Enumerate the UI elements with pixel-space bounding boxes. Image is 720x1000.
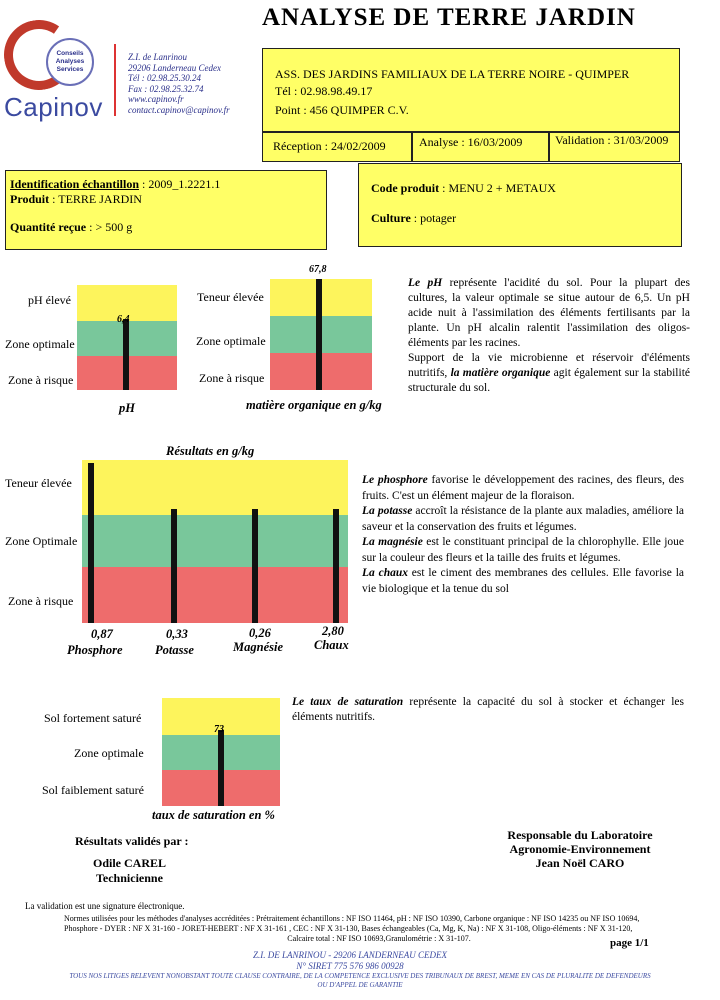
min-zone-high: Teneur élevée <box>5 476 72 490</box>
magnesie-value: 0,26 <box>249 626 271 640</box>
mo-term: la matière organique <box>450 367 551 379</box>
zone-band-optimal <box>82 515 348 567</box>
contact-line: Z.I. de Lanrinou <box>128 52 188 62</box>
saturation-text: représente la capacité du sol à stocker et échanger les éléments nutritifs. <box>292 696 685 723</box>
mo-zone-high: Teneur élevée <box>197 290 264 304</box>
quantity-label: Quantité reçue <box>10 220 87 234</box>
page-title: ANALYSE DE TERRE JARDIN <box>262 4 636 31</box>
logo-line: Services <box>56 66 84 73</box>
logo-line: Analyses <box>55 58 85 65</box>
sample-id-label: Identification échantillon <box>10 177 140 191</box>
signature-note: La validation est une signature électronique. <box>25 901 185 911</box>
lab-line: Responsable du Laboratoire <box>507 828 653 842</box>
product-label: Produit <box>10 192 50 206</box>
reception-date: Réception : 24/02/2009 <box>273 139 386 153</box>
sample-id-value: : 2009_1.2221.1 <box>139 177 221 191</box>
chaux-value: 2,80 <box>322 624 344 638</box>
potasse-term: La potasse <box>362 505 413 517</box>
saturation-bar <box>218 730 224 806</box>
footer-line: N° SIRET 775 576 986 00928 <box>296 961 404 971</box>
saturation-gauge <box>162 698 280 806</box>
sample-box <box>5 170 327 250</box>
phosphore-bar <box>88 463 94 623</box>
validation-date: Validation : 31/03/2009 <box>555 133 669 147</box>
norms-note <box>64 914 694 944</box>
ph-term: Le pH <box>408 277 443 289</box>
norms-line: Calcaire total : NF ISO 10693,Granulométrie : X 31-107. <box>287 934 471 943</box>
lab-line: Agronomie-Environnement <box>509 842 651 856</box>
legal-line: OU D'APPEL DE GARANTIE <box>317 981 403 989</box>
product-box <box>358 163 682 247</box>
magnesie-bar <box>252 509 258 623</box>
code-value: : MENU 2 + METAUX <box>439 181 556 195</box>
chaux-text: est le ciment des membranes des cellules. Elle favorise la vie biologique et la tenue du sol <box>362 567 684 595</box>
potasse-bar <box>171 509 177 623</box>
ph-caption: pH <box>119 401 135 415</box>
legal-line: TOUS NOS LITIGES RELEVENT NONOBSTANT TOUTE CLAUSE CONTRAIRE, DE LA COMPETENCE EXCLUSIVE DES TRIBUNAUX DE BREST, MEME EN CAS DE PLURALITE DE DEFENDEURS <box>69 972 651 980</box>
header-divider <box>114 44 116 116</box>
contact-line[interactable]: www.capinov.fr <box>128 94 184 104</box>
code-label: Code produit <box>371 181 440 195</box>
min-zone-risk: Zone à risque <box>8 594 74 608</box>
sat-zone-risk: Sol faiblement saturé <box>42 783 144 797</box>
ph-bar <box>123 319 129 390</box>
saturation-value: 73 <box>214 724 224 735</box>
ph-zone-optimal: Zone optimale <box>5 337 75 351</box>
ph-value: 6,4 <box>117 314 130 325</box>
organic-matter-value: 67,8 <box>309 264 327 275</box>
contact-line: Tél : 02.98.25.30.24 <box>128 73 201 83</box>
lab-line: Jean Noël CARO <box>535 856 625 870</box>
zone-band-risk <box>82 567 348 623</box>
logo-circle <box>46 38 94 86</box>
mo-text-b: agit également sur la stabilité structurale du sol. <box>408 367 690 394</box>
phosphore-term: Le phosphore <box>362 474 428 486</box>
organic-matter-gauge <box>270 279 372 390</box>
saturation-term: Le taux de saturation <box>292 696 404 708</box>
potasse-label: Potasse <box>155 643 194 657</box>
client-name: ASS. DES JARDINS FAMILIAUX DE LA TERRE NOIRE - QUIMPER <box>275 67 630 81</box>
analyse-date: Analyse : 16/03/2009 <box>419 135 523 149</box>
minerals-gauge <box>82 460 348 623</box>
chaux-bar <box>333 509 339 623</box>
logo-line: Conseils <box>56 50 84 57</box>
phosphore-value: 0,87 <box>91 627 113 641</box>
contact-line[interactable]: contact.capinov@capinov.fr <box>128 104 230 115</box>
validator-name: Odile CAREL <box>93 856 167 870</box>
potasse-value: 0,33 <box>166 627 188 641</box>
magnesie-text: est le constituant principal de la chlorophylle. Elle joue sur la couleur des fleurs et la taille des fruits et légumes. <box>362 536 684 564</box>
zone-band-high <box>82 460 348 515</box>
organic-matter-bar <box>316 279 322 390</box>
validator-role: Technicienne <box>96 871 163 885</box>
legal-notice <box>20 972 700 990</box>
sat-zone-optimal: Zone optimale <box>74 746 144 760</box>
mo-text-a: Support de la vie microbienne et réservoir d'éléments nutritifs, <box>408 352 690 379</box>
min-zone-optimal: Zone Optimale <box>5 534 78 548</box>
client-box <box>262 48 680 162</box>
sat-zone-high: Sol fortement saturé <box>44 711 142 725</box>
page-number: page 1/1 <box>610 937 649 949</box>
saturation-caption: taux de saturation en % <box>152 808 275 822</box>
lab-signature <box>490 828 670 870</box>
contact-line: Fax : 02.98.25.32.74 <box>128 83 204 94</box>
contact-line: 29206 Landerneau Cedex <box>128 62 221 73</box>
contact-block <box>128 52 230 115</box>
norms-line: Phosphore - DYER : NF X 31-160 - JORET-HEBERT : NF X 31-161 , CEC : NF X 31-130, Bases échangeables (Ca, Mg, K, Na) : NF X 31-108, Oligo-éléments : NF X 31-120, <box>64 924 633 933</box>
footer-address <box>210 950 490 972</box>
ph-description <box>408 276 690 396</box>
mo-zone-risk: Zone à risque <box>199 371 265 385</box>
minerals-description <box>362 473 684 597</box>
footer-line: Z.I. DE LANRINOU - 29206 LANDERNEAU CEDEX <box>253 950 447 960</box>
results-title: Résultats en g/kg <box>166 444 255 458</box>
chaux-term: La chaux <box>362 567 408 579</box>
ph-zone-high: pH élevé <box>28 293 71 307</box>
phosphore-text: favorise le développement des racines, des fleurs, des fruits. C'est un élément majeur de la floraison. <box>362 474 684 502</box>
potasse-text: accroît la résistance de la plante aux maladies, améliore la saveur et la conservation des fruits et légumes. <box>362 505 684 533</box>
client-tel: Tél : 02.98.98.49.17 <box>275 84 373 98</box>
chaux-label: Chaux <box>314 638 349 652</box>
quantity-value: : > 500 g <box>86 220 133 234</box>
culture-value: : potager <box>410 211 457 225</box>
product-value: : TERRE JARDIN <box>49 192 142 206</box>
validated-by-heading: Résultats validés par : <box>75 834 189 848</box>
norms-line: Normes utilisées pour les méthodes d'analyses accréditées : Prétraitement échantillons : NF ISO 11464, pH : NF ISO 10390, Carbone organique : NF ISO 14235 ou NF ISO 10694, <box>64 914 640 923</box>
ph-gauge <box>77 285 177 390</box>
client-point: Point : 456 QUIMPER C.V. <box>275 103 409 117</box>
ph-text: représente l'acidité du sol. Pour la plupart des cultures, la valeur optimale se situe autour de 6,5. Un pH acide nuit à l'assimilation des éléments fertilisants par la plante. Un pH alcalin ralentit l'assimilation des oligos-éléments par les racines. <box>408 277 691 349</box>
saturation-description <box>292 695 684 725</box>
logo-word: Capinov <box>4 92 103 122</box>
ph-zone-risk: Zone à risque <box>8 373 74 387</box>
organic-matter-caption: matière organique en g/kg <box>246 398 382 412</box>
phosphore-label: Phosphore <box>67 643 123 657</box>
magnesie-label: Magnésie <box>233 640 283 654</box>
mo-zone-optimal: Zone optimale <box>196 334 266 348</box>
magnesie-term: La magnésie <box>362 536 423 548</box>
culture-label: Culture <box>371 211 411 225</box>
